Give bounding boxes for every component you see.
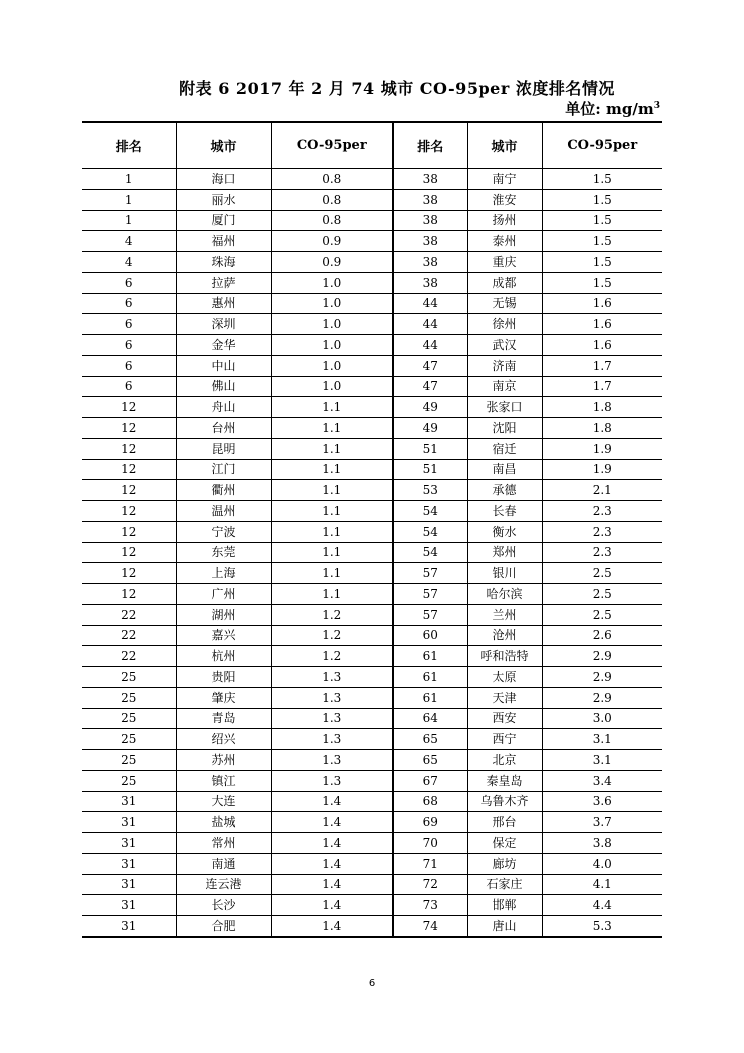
table-row	[82, 604, 662, 625]
cell-city-right: 成都	[467, 272, 542, 293]
cell-rank-left: 12	[82, 563, 176, 584]
cell-value-left: 1.4	[271, 853, 393, 874]
cell-value-right: 2.9	[542, 667, 662, 688]
cell-city-left: 宁波	[176, 521, 271, 542]
unit-label	[565, 98, 660, 119]
header-row	[82, 122, 662, 169]
table-row	[82, 563, 662, 584]
cell-rank-right: 61	[393, 687, 467, 708]
cell-value-left: 1.1	[271, 542, 393, 563]
cell-rank-right: 73	[393, 895, 467, 916]
cell-city-right: 银川	[467, 563, 542, 584]
cell-city-right: 天津	[467, 687, 542, 708]
cell-city-left: 大连	[176, 791, 271, 812]
cell-city-right: 邢台	[467, 812, 542, 833]
cell-city-left: 合肥	[176, 916, 271, 937]
cell-value-left: 1.2	[271, 625, 393, 646]
cell-rank-right: 61	[393, 646, 467, 667]
cell-rank-right: 69	[393, 812, 467, 833]
cell-rank-right: 54	[393, 542, 467, 563]
cell-rank-left: 25	[82, 667, 176, 688]
cell-rank-right: 38	[393, 169, 467, 190]
cell-rank-left: 25	[82, 750, 176, 771]
cell-value-left: 0.8	[271, 189, 393, 210]
header-city-left: 城市	[176, 122, 271, 169]
cell-rank-left: 22	[82, 625, 176, 646]
cell-city-left: 贵阳	[176, 667, 271, 688]
cell-rank-left: 25	[82, 729, 176, 750]
cell-city-right: 泰州	[467, 231, 542, 252]
cell-city-left: 杭州	[176, 646, 271, 667]
cell-rank-left: 1	[82, 210, 176, 231]
cell-value-right: 1.7	[542, 376, 662, 397]
cell-rank-left: 31	[82, 895, 176, 916]
cell-city-right: 秦皇岛	[467, 770, 542, 791]
cell-city-right: 长春	[467, 501, 542, 522]
cell-city-left: 东莞	[176, 542, 271, 563]
cell-value-left: 0.8	[271, 169, 393, 190]
table-row	[82, 397, 662, 418]
cell-value-right: 1.5	[542, 272, 662, 293]
cell-value-left: 0.8	[271, 210, 393, 231]
cell-value-left: 1.1	[271, 563, 393, 584]
cell-value-left: 1.4	[271, 791, 393, 812]
table-row	[82, 210, 662, 231]
cell-value-right: 1.6	[542, 335, 662, 356]
table-row	[82, 687, 662, 708]
cell-value-left: 1.3	[271, 729, 393, 750]
cell-rank-right: 57	[393, 604, 467, 625]
header-rank-left: 排名	[82, 122, 176, 169]
cell-city-right: 乌鲁木齐	[467, 791, 542, 812]
ranking-table	[82, 121, 662, 938]
table-row	[82, 252, 662, 273]
cell-value-left: 1.3	[271, 667, 393, 688]
cell-value-right: 2.3	[542, 521, 662, 542]
cell-value-left: 1.1	[271, 584, 393, 605]
cell-rank-left: 22	[82, 646, 176, 667]
cell-value-right: 2.3	[542, 542, 662, 563]
cell-rank-right: 38	[393, 189, 467, 210]
cell-value-left: 1.2	[271, 646, 393, 667]
cell-rank-left: 12	[82, 397, 176, 418]
cell-value-left: 1.1	[271, 438, 393, 459]
cell-city-right: 沧州	[467, 625, 542, 646]
table-row	[82, 418, 662, 439]
cell-city-right: 西安	[467, 708, 542, 729]
cell-city-right: 宿迁	[467, 438, 542, 459]
cell-value-left: 1.1	[271, 501, 393, 522]
cell-city-right: 保定	[467, 833, 542, 854]
table-row	[82, 314, 662, 335]
cell-value-left: 1.3	[271, 770, 393, 791]
cell-value-right: 5.3	[592, 918, 612, 933]
cell-rank-right: 49	[393, 397, 467, 418]
cell-city-right: 淮安	[467, 189, 542, 210]
cell-value-left: 1.4	[271, 812, 393, 833]
table-row	[82, 750, 662, 771]
cell-city-left: 丽水	[176, 189, 271, 210]
cell-rank-left: 12	[82, 584, 176, 605]
cell-rank-right: 61	[393, 667, 467, 688]
cell-rank-left: 1	[82, 189, 176, 210]
cell-city-left: 拉萨	[176, 272, 271, 293]
table-row	[82, 812, 662, 833]
cell-value-left: 1.0	[271, 314, 393, 335]
cell-rank-left: 31	[82, 812, 176, 833]
cell-rank-right: 60	[393, 625, 467, 646]
cell-rank-left: 12	[82, 418, 176, 439]
cell-value-right: 1.9	[542, 438, 662, 459]
cell-city-right: 北京	[467, 750, 542, 771]
table-row	[82, 272, 662, 293]
table-row	[82, 293, 662, 314]
cell-city-left: 湖州	[176, 604, 271, 625]
cell-city-left: 深圳	[176, 314, 271, 335]
cell-rank-left: 31	[82, 833, 176, 854]
cell-rank-right: 49	[393, 418, 467, 439]
cell-value-left: 1.1	[271, 397, 393, 418]
cell-city-right: 西宁	[467, 729, 542, 750]
header-value-right: CO-95per	[542, 122, 662, 169]
cell-rank-right: 54	[393, 501, 467, 522]
cell-value-left: 1.4	[271, 874, 393, 895]
cell-rank-left: 6	[82, 376, 176, 397]
table-row	[82, 335, 662, 356]
table-row	[82, 895, 662, 916]
cell-city-left: 海口	[176, 169, 271, 190]
cell-city-left: 台州	[176, 418, 271, 439]
cell-rank-right: 47	[393, 376, 467, 397]
cell-value-right: 1.9	[542, 459, 662, 480]
cell-rank-right: 72	[393, 874, 467, 895]
table-row	[82, 480, 662, 501]
cell-city-left: 佛山	[176, 376, 271, 397]
cell-city-left: 肇庆	[176, 687, 271, 708]
cell-city-left: 苏州	[176, 750, 271, 771]
cell-value-right: 3.0	[542, 708, 662, 729]
cell-rank-right: 57	[393, 563, 467, 584]
table-row	[82, 438, 662, 459]
header-value-left: CO-95per	[271, 122, 393, 169]
cell-city-left: 惠州	[176, 293, 271, 314]
cell-rank-right: 38	[393, 272, 467, 293]
cell-city-left: 嘉兴	[176, 625, 271, 646]
cell-city-right: 呼和浩特	[467, 646, 542, 667]
cell-city-left: 长沙	[176, 895, 271, 916]
cell-city-left: 青岛	[176, 708, 271, 729]
table-title: 附表 6 2017 年 2 月 74 城市 CO-95per 浓度排名情况	[179, 79, 615, 98]
cell-value-left: 1.1	[271, 459, 393, 480]
cell-value-left: 1.0	[271, 335, 393, 356]
cell-value-right: 2.1	[542, 480, 662, 501]
cell-city-left: 连云港	[176, 874, 271, 895]
cell-value-right: 2.9	[542, 646, 662, 667]
cell-value-left: 1.1	[271, 521, 393, 542]
cell-value-left: 0.9	[271, 252, 393, 273]
cell-rank-left: 31	[82, 874, 176, 895]
table-row	[82, 459, 662, 480]
unit-text: 单位: mg/m	[565, 100, 654, 118]
cell-rank-right: 54	[393, 521, 467, 542]
cell-city-left: 金华	[176, 335, 271, 356]
cell-city-left: 南通	[176, 853, 271, 874]
cell-city-right: 济南	[467, 355, 542, 376]
cell-value-left: 1.3	[271, 708, 393, 729]
cell-city-right: 徐州	[467, 314, 542, 335]
cell-value-left: 1.2	[271, 604, 393, 625]
cell-city-left: 盐城	[176, 812, 271, 833]
cell-rank-right: 38	[393, 252, 467, 273]
cell-rank-left: 12	[82, 438, 176, 459]
cell-value-right: 1.8	[542, 397, 662, 418]
table-row	[82, 584, 662, 605]
cell-value-right: 3.1	[542, 729, 662, 750]
cell-rank-left: 12	[82, 542, 176, 563]
cell-rank-left: 25	[82, 687, 176, 708]
cell-rank-left: 31	[82, 916, 176, 937]
cell-value-left: 1.0	[271, 376, 393, 397]
cell-rank-right: 38	[393, 210, 467, 231]
cell-city-left: 温州	[176, 501, 271, 522]
table-row	[82, 874, 662, 895]
cell-rank-left: 6	[82, 293, 176, 314]
cell-value-left: 1.0	[271, 272, 393, 293]
cell-value-left: 0.9	[271, 231, 393, 252]
cell-rank-right: 74	[393, 916, 467, 937]
table-row	[82, 729, 662, 750]
cell-value-left: 1.3	[271, 750, 393, 771]
cell-value-right: 1.5	[542, 231, 662, 252]
cell-city-left: 厦门	[176, 210, 271, 231]
cell-value-right: 1.7	[542, 355, 662, 376]
cell-rank-right: 68	[393, 791, 467, 812]
cell-city-left: 昆明	[176, 438, 271, 459]
cell-value-right: 3.6	[542, 791, 662, 812]
cell-city-right: 唐山	[467, 916, 542, 937]
cell-city-right: 武汉	[467, 335, 542, 356]
cell-city-right: 承德	[467, 480, 542, 501]
cell-rank-left: 12	[82, 521, 176, 542]
cell-city-left: 舟山	[176, 397, 271, 418]
cell-value-left: 1.4	[271, 833, 393, 854]
unit-superscript: 3	[653, 101, 660, 111]
cell-rank-right: 51	[393, 459, 467, 480]
cell-rank-left: 12	[82, 480, 176, 501]
cell-rank-left: 12	[82, 459, 176, 480]
cell-rank-left: 22	[82, 604, 176, 625]
cell-value-right: 2.9	[542, 687, 662, 708]
cell-city-right: 沈阳	[467, 418, 542, 439]
cell-value-left: 1.1	[271, 480, 393, 501]
cell-rank-left: 25	[82, 770, 176, 791]
cell-rank-left: 6	[82, 355, 176, 376]
page-number: 6	[368, 978, 376, 989]
cell-value-right: 4.0	[542, 853, 662, 874]
cell-value-right: 2.5	[542, 563, 662, 584]
cell-value-right: 2.5	[542, 604, 662, 625]
cell-value-right: 4.1	[542, 874, 662, 895]
cell-value-left: 1.0	[271, 293, 393, 314]
table-row	[82, 501, 662, 522]
table-row	[82, 667, 662, 688]
cell-value-right: 1.6	[542, 314, 662, 335]
cell-rank-right: 38	[393, 231, 467, 252]
cell-city-right: 太原	[467, 667, 542, 688]
table-row	[82, 770, 662, 791]
cell-value-left: 1.3	[271, 687, 393, 708]
cell-value-right: 4.4	[542, 895, 662, 916]
table-row	[82, 853, 662, 874]
cell-rank-right: 65	[393, 750, 467, 771]
cell-value-left: 1.4	[271, 895, 393, 916]
cell-value-right: 2.5	[542, 584, 662, 605]
cell-value-right: 1.6	[542, 293, 662, 314]
cell-city-right: 扬州	[467, 210, 542, 231]
cell-city-right: 无锡	[467, 293, 542, 314]
cell-rank-left: 25	[82, 708, 176, 729]
cell-rank-right: 44	[393, 293, 467, 314]
cell-value-right: 3.8	[542, 833, 662, 854]
cell-city-right: 张家口	[467, 397, 542, 418]
cell-city-left: 广州	[176, 584, 271, 605]
cell-rank-right: 51	[393, 438, 467, 459]
cell-value-right: 1.5	[542, 210, 662, 231]
cell-city-right: 重庆	[467, 252, 542, 273]
cell-city-left: 珠海	[176, 252, 271, 273]
cell-rank-right: 64	[393, 708, 467, 729]
table-row	[82, 791, 662, 812]
cell-city-left: 绍兴	[176, 729, 271, 750]
cell-value-right: 1.5	[542, 189, 662, 210]
cell-city-right: 南昌	[467, 459, 542, 480]
cell-rank-left: 6	[82, 272, 176, 293]
table-row	[82, 376, 662, 397]
cell-value-right: 3.4	[542, 770, 662, 791]
cell-rank-right: 70	[393, 833, 467, 854]
cell-rank-right: 67	[393, 770, 467, 791]
cell-value-right: 3.7	[542, 812, 662, 833]
cell-value-right: 1.5	[542, 252, 662, 273]
cell-rank-left: 4	[82, 231, 176, 252]
cell-city-right: 衡水	[467, 521, 542, 542]
cell-city-left: 常州	[176, 833, 271, 854]
cell-city-left: 上海	[176, 563, 271, 584]
table-row	[82, 189, 662, 210]
cell-rank-right: 44	[393, 335, 467, 356]
cell-value-right: 1.5	[542, 169, 662, 190]
cell-value-right: 3.1	[542, 750, 662, 771]
table-row	[82, 833, 662, 854]
cell-value-right: 2.3	[542, 501, 662, 522]
cell-city-right: 廊坊	[467, 853, 542, 874]
cell-value-left: 1.1	[271, 418, 393, 439]
cell-value-left: 1.4	[271, 916, 393, 937]
table-row	[82, 625, 662, 646]
cell-rank-left: 1	[82, 169, 176, 190]
cell-rank-right: 47	[393, 355, 467, 376]
cell-rank-right: 44	[393, 314, 467, 335]
cell-city-right: 邯郸	[467, 895, 542, 916]
cell-rank-right: 53	[393, 480, 467, 501]
table-row	[82, 169, 662, 190]
cell-city-right: 南京	[467, 376, 542, 397]
cell-rank-left: 6	[82, 314, 176, 335]
table-row	[82, 646, 662, 667]
cell-city-right: 石家庄	[467, 874, 542, 895]
cell-city-left: 福州	[176, 231, 271, 252]
cell-value-right: 1.8	[542, 418, 662, 439]
cell-city-right: 兰州	[467, 604, 542, 625]
table-row	[82, 708, 662, 729]
cell-rank-left: 4	[82, 252, 176, 273]
cell-city-left: 衢州	[176, 480, 271, 501]
cell-city-right: 郑州	[467, 542, 542, 563]
cell-rank-left: 6	[82, 335, 176, 356]
cell-city-left: 镇江	[176, 770, 271, 791]
cell-rank-left: 31	[82, 791, 176, 812]
cell-city-right: 南宁	[467, 169, 542, 190]
table-row	[82, 521, 662, 542]
table-row	[82, 916, 662, 937]
cell-rank-right: 57	[393, 584, 467, 605]
table-row	[82, 542, 662, 563]
cell-city-left: 中山	[176, 355, 271, 376]
cell-value-right: 2.6	[542, 625, 662, 646]
cell-rank-left: 31	[82, 853, 176, 874]
cell-rank-left: 12	[82, 501, 176, 522]
header-city-right: 城市	[467, 122, 542, 169]
cell-rank-right: 65	[393, 729, 467, 750]
cell-city-left: 江门	[176, 459, 271, 480]
cell-rank-right: 71	[393, 853, 467, 874]
cell-city-right: 哈尔滨	[467, 584, 542, 605]
table-row	[82, 231, 662, 252]
header-rank-right: 排名	[393, 122, 467, 169]
cell-value-left: 1.0	[271, 355, 393, 376]
table-row	[82, 355, 662, 376]
